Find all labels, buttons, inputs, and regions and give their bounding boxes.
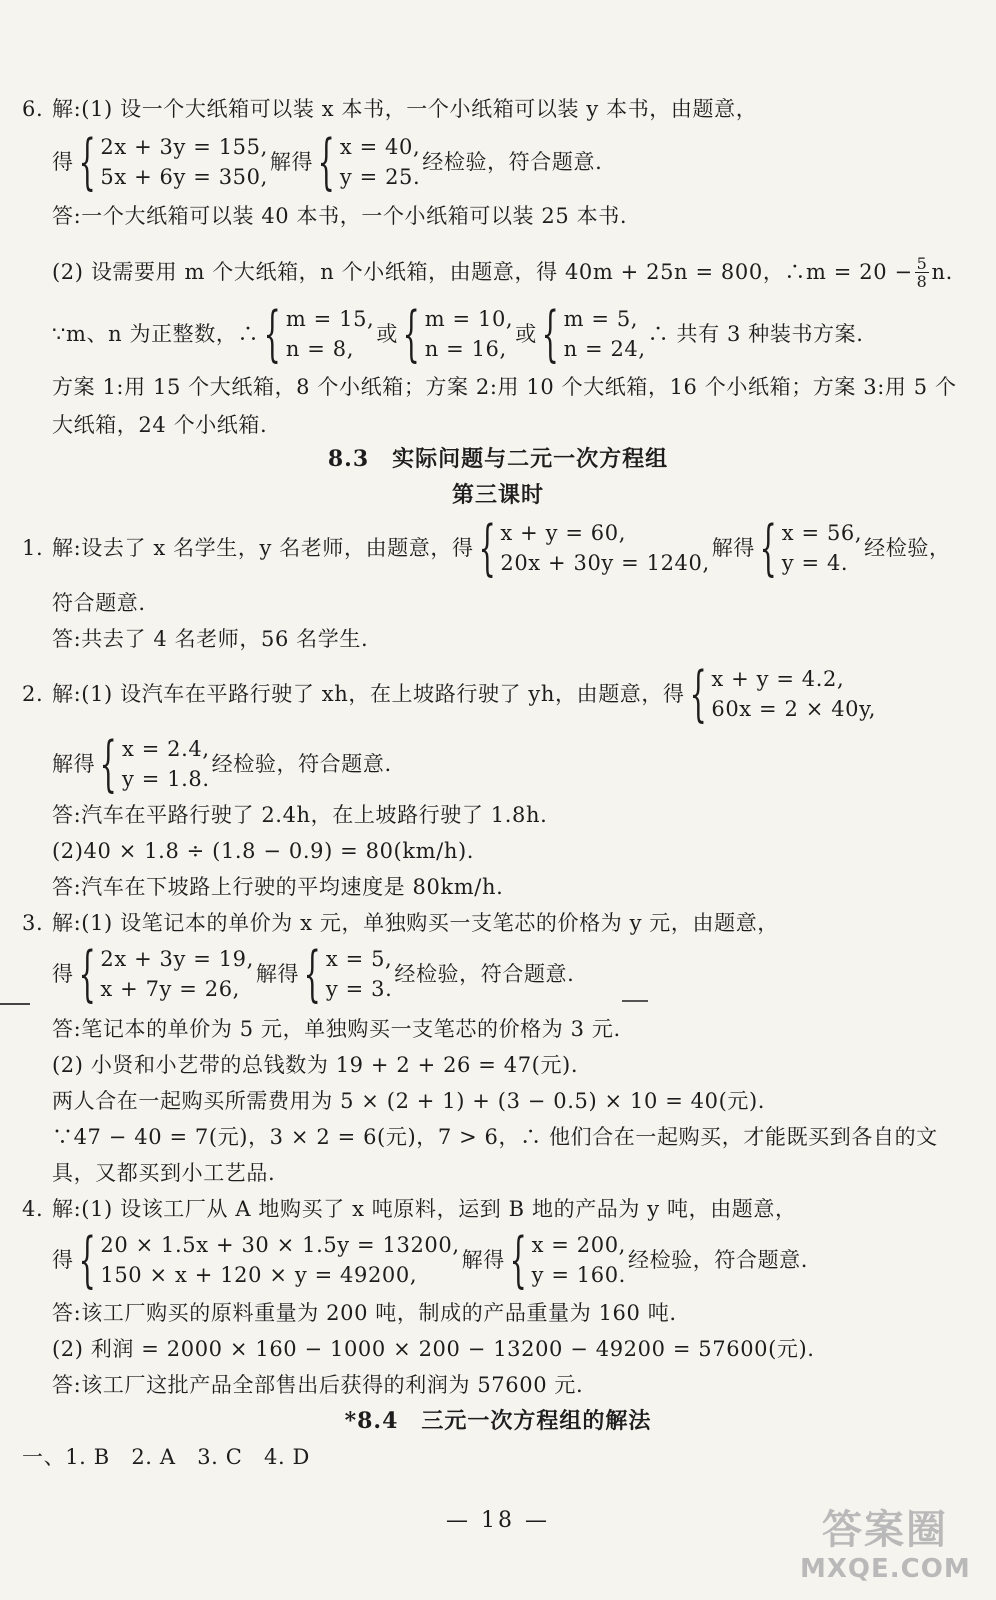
p6-since-text: ∵m、n 为正整数，∴ [52, 322, 260, 346]
q3-equation-system: { 2x + 3y = 19, x + 7y = 26, [78, 939, 254, 1009]
p6-case-c: { m = 5, n = 24, [541, 299, 646, 369]
p6-eq2: 5x + 6y = 350, [100, 165, 268, 189]
q1-check-text: 经检验， [864, 536, 951, 560]
p6-check-text: 经检验，符合题意. [422, 150, 603, 174]
p6-answer1: 答:一个大纸箱可以装 40 本书，一个小纸箱可以装 25 本书. [52, 204, 628, 228]
q3-sol2: y = 3. [325, 977, 393, 1001]
q3-line1 [22, 908, 970, 938]
q1-lead: 解:设去了 x 名学生，y 名老师，由题意，得 [52, 536, 474, 560]
case-b-n: n = 16, [424, 337, 507, 361]
q4-part2: (2) 利润 = 2000 × 160 − 1000 × 200 − 13200 − 49200 = 57600(元). [52, 1337, 815, 1361]
q2-row [22, 659, 970, 729]
q3-answer1: 答:笔记本的单价为 5 元，单独购买一支笔芯的价格为 3 元. [52, 1017, 621, 1041]
q2-equation-system: { x + y = 4.2, 60x = 2 × 40y, [689, 659, 877, 729]
q1-solve-word: 解得 [711, 536, 755, 560]
section-8-3-subtitle: 第三课时 [451, 482, 544, 508]
q3-part2: (2) 小贤和小艺带的总钱数为 19 + 2 + 26 = 47(元). [52, 1053, 579, 1077]
watermark-logo [800, 1506, 970, 1586]
q1-answer: 答:共去了 4 名老师，56 名学生. [52, 627, 369, 651]
p6-eq1: 2x + 3y = 155, [100, 135, 268, 159]
case-c-n: n = 24, [563, 337, 646, 361]
case-b-m: m = 10, [424, 307, 514, 331]
q2-lead: 解:(1) 设汽车在平路行驶了 xh，在上坡路行驶了 yh，由题意，得 [52, 682, 685, 706]
q1-sol1: x = 56, [781, 521, 863, 545]
case-a-n: n = 8, [285, 337, 354, 361]
choice-answers: 一、1. B 2. A 3. C 4. D [22, 1445, 310, 1469]
q1-eq1: x + y = 60, [500, 521, 626, 545]
p6-setup-text: 解:(1) 设一个大纸箱可以装 x 本书，一个小纸箱可以装 y 本书，由题意， [52, 97, 758, 121]
q4-number: 4. [22, 1197, 44, 1221]
p6-part2-end: n. [931, 260, 953, 284]
q1-number: 1. [22, 536, 44, 560]
p6-line1 [22, 94, 970, 124]
q4-eq1: 20 × 1.5x + 30 × 1.5y = 13200, [100, 1233, 460, 1257]
q2-eq2: 60x = 2 × 40y, [711, 697, 877, 721]
p6-system-row [52, 127, 970, 197]
case-a-m: m = 15, [285, 307, 375, 331]
q4-check-text: 经检验，符合题意. [627, 1248, 809, 1272]
q1-sol2: y = 4. [781, 551, 849, 575]
q2-solution-row [52, 729, 970, 799]
q3-number: 3. [22, 911, 44, 935]
q3-since-line1: ∵47 − 40 = 7(元)，3 × 2 = 6(元)，7 > 6，∴ 他们合在一起购买，才能既买到各自的文 [52, 1125, 938, 1149]
p6-case-a: { m = 15, n = 8, [263, 299, 375, 369]
p6-solution-system: { x = 40, y = 25. [317, 127, 421, 197]
q3-check-text: 经检验，符合题意. [394, 962, 575, 986]
q3-solution-system: { x = 5, y = 3. [303, 939, 393, 1009]
p6-case-b: { m = 10, n = 16, [402, 299, 514, 369]
scan-mark-mid [622, 1000, 648, 1002]
p6-sol2: y = 25. [339, 165, 421, 189]
q1-row [22, 513, 970, 583]
p6-solve-word: 解得 [269, 150, 314, 174]
p6-part2-row [52, 250, 970, 294]
q3-eq2: x + 7y = 26, [100, 977, 240, 1001]
q2-check-text: 经检验，符合题意. [211, 752, 392, 776]
watermark-top-text: 答案圈 [822, 1507, 948, 1553]
q2-sol1: x = 2.4, [121, 737, 210, 761]
or-word: 或 [376, 322, 398, 346]
q3-prefix: 得 [52, 962, 74, 986]
p6-plan-line2: 大纸箱，24 个小纸箱. [52, 413, 268, 437]
q3-setup-text: 解:(1) 设笔记本的单价为 x 元，单独购买一支笔芯的价格为 y 元，由题意， [52, 911, 779, 935]
watermark-bottom-text: MXQE.COM [800, 1554, 971, 1584]
q4-sol1: x = 200, [531, 1233, 626, 1257]
q2-eq1: x + y = 4.2, [711, 667, 845, 691]
q4-line1 [22, 1194, 970, 1224]
q1-solution-system: { x = 56, y = 4. [759, 513, 863, 583]
q4-eq2: 150 × x + 120 × y = 49200, [100, 1263, 418, 1287]
q2-answer2: 答:汽车在下坡路上行驶的平均速度是 80km/h. [52, 875, 504, 899]
section-8-3-title: 8.3 实际问题与二元一次方程组 [327, 446, 669, 472]
q4-system-row [52, 1225, 970, 1295]
q3-eq1: 2x + 3y = 19, [100, 947, 254, 971]
q1-eq2: 20x + 30y = 1240, [500, 551, 710, 575]
p6-plan-line1: 方案 1:用 15 个大纸箱，8 个小纸箱；方案 2:用 10 个大纸箱，16 个小纸箱；方案 3:用 5 个 [52, 375, 957, 399]
q4-equation-system: { 20 × 1.5x + 30 × 1.5y = 13200, 150 × x + 120 × y = 49200, [78, 1225, 460, 1295]
fraction-denominator: 8 [916, 271, 928, 291]
q3-solve-word: 解得 [255, 962, 300, 986]
p6-prefix: 得 [52, 150, 74, 174]
q3-cost-line: 两人合在一起购买所需费用为 5 × (2 + 1) + (3 − 0.5) × 10 = 40(元). [52, 1089, 766, 1113]
q2-solve-word: 解得 [52, 752, 96, 776]
section-8-4-title: *8.4 三元一次方程组的解法 [344, 1408, 652, 1434]
scan-mark-left [0, 1003, 30, 1005]
q2-part2: (2)40 × 1.8 ÷ (1.8 − 0.9) = 80(km/h). [52, 839, 475, 863]
p6-sol1: x = 40, [339, 135, 421, 159]
p6-fraction [915, 255, 930, 290]
q1-continuation: 符合题意. [52, 591, 146, 615]
q2-number: 2. [22, 682, 44, 706]
p6-part2-text: (2) 设需要用 m 个大纸箱，n 个小纸箱，由题意，得 40m + 25n = 800，∴m = 20 − [52, 260, 913, 284]
q4-answer1: 答:该工厂购买的原料重量为 200 吨，制成的产品重量为 160 吨. [52, 1301, 677, 1325]
q4-prefix: 得 [52, 1248, 74, 1272]
q3-system-row [52, 939, 970, 1009]
q3-sol1: x = 5, [325, 947, 393, 971]
p6-equation-system: { 2x + 3y = 155, 5x + 6y = 350, [78, 127, 268, 197]
q1-equation-system: { x + y = 60, 20x + 30y = 1240, [478, 513, 710, 583]
q4-sol2: y = 160. [531, 1263, 626, 1287]
q3-since-line2: 具，又都买到小工艺品. [52, 1161, 276, 1185]
q2-solution-system: { x = 2.4, y = 1.8. [99, 729, 210, 799]
p6-conclusion: ∴ 共有 3 种装书方案. [647, 322, 864, 346]
case-c-m: m = 5, [563, 307, 639, 331]
p6-number: 6. [22, 97, 44, 121]
or-word: 或 [515, 322, 537, 346]
q4-setup-text: 解:(1) 设该工厂从 A 地购买了 x 吨原料，运到 B 地的产品为 y 吨，由题意， [52, 1197, 797, 1221]
fraction-numerator: 5 [916, 253, 928, 273]
q2-sol2: y = 1.8. [121, 767, 210, 791]
q2-answer1: 答:汽车在平路行驶了 2.4h，在上坡路行驶了 1.8h. [52, 803, 548, 827]
q4-solve-word: 解得 [461, 1248, 505, 1272]
p6-cases-row [52, 299, 970, 369]
q4-answer2: 答:该工厂这批产品全部售出后获得的利润为 57600 元. [52, 1373, 584, 1397]
page-number: — 18 — [446, 1508, 550, 1533]
q4-solution-system: { x = 200, y = 160. [509, 1225, 626, 1295]
